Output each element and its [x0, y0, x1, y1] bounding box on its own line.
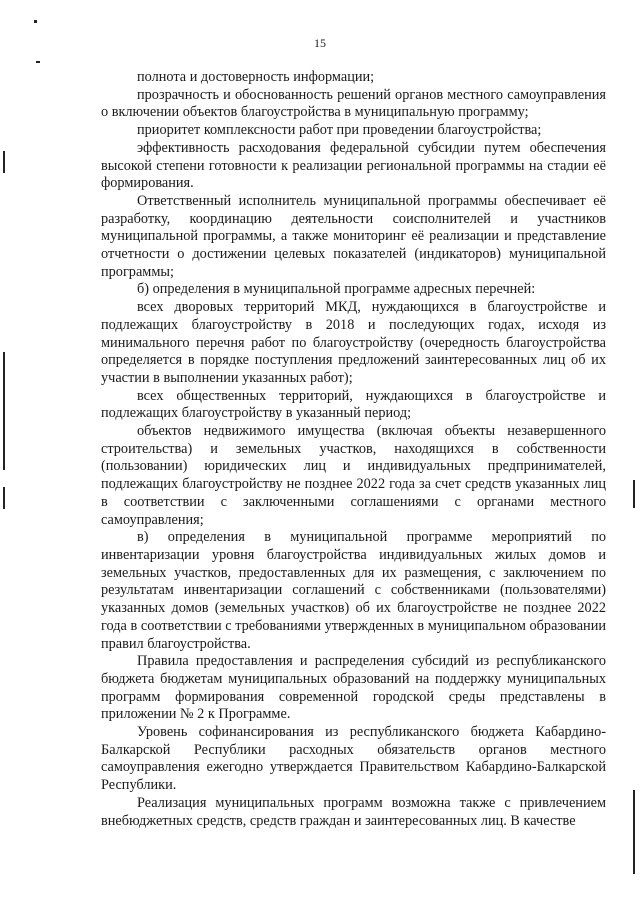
paragraph: полнота и достоверность информации;	[137, 69, 375, 85]
scan-mark-bar-right-2	[633, 790, 635, 874]
paragraph: эффективность расходования федеральной субсидии путем обеспечения высокой степени готовности к реализации региональной программы на стадии её формирования.	[101, 139, 606, 192]
paragraph: прозрачность и обоснованность решений органов местного самоуправления о включении объектов благоустройства в муниципальную программу;	[101, 86, 606, 121]
paragraph: Реализация муниципальных программ возможна также с привлечением внебюджетных средств, средств граждан и заинтересованных лиц. В качестве	[101, 794, 606, 829]
paragraph: всех дворовых территорий МКД, нуждающихся в благоустройстве и подлежащих благоустройству в 2018 и последующих годах, исходя из минимального перечня работ по благоустройству (очередность благоустройства определяется в порядке поступления предложений заинтересованных лиц об их участии в выполнении указанных работ);	[101, 299, 606, 386]
paragraph: Ответственный исполнитель муниципальной программы обеспечивает её разработку, координацию деятельности соисполнителей и участников муниципальной программы, а также мониторинг её реализации и представление отчетности о достижении целевых показателей (индикаторов) муниципальной программы;	[101, 192, 606, 280]
paragraph: всех общественных территорий, нуждающихся в благоустройстве и подлежащих благоустройству в указанный период;	[101, 387, 606, 422]
paragraph: объектов недвижимого имущества (включая объекты незавершенного строительства) и земельных участков, находящихся в собственности (пользовании) юридических лиц и индивидуальных предпринимателей, подлежащих благоустройству не позднее 2022 года за счет средств указанных лиц в соответствии с заключенными соглашениями с органами местного самоуправления;	[101, 423, 606, 528]
scan-mark-bar-left-2	[3, 352, 5, 470]
scan-mark-dot-top	[34, 20, 37, 23]
paragraph: приоритет комплексности работ при проведении благоустройства;	[137, 122, 542, 139]
paragraph: б) определения в муниципальной программе адресных перечней:	[137, 281, 536, 298]
page-number: 15	[314, 36, 326, 50]
paragraph: Уровень софинансирования из республиканского бюджета Кабардино-Балкарской Республики расходных обязательств органов местного самоуправления ежегодно утверждается Правительством Кабардино-Балкарской Республики.	[101, 724, 606, 794]
scan-mark-bar-left-3	[3, 487, 5, 509]
paragraph: в) определения в муниципальной программе мероприятий по инвентаризации уровня благоустройства индивидуальных жилых домов и земельных участков, предоставленных для их размещения, с заключением по результатам инвентаризации соглашений с собственниками (пользователями) указанных домов (земельных участков) об их благоустройстве не позднее 2022 года в соответствии с требованиями утвержденных в муниципальном образовании правил благоустройства.	[101, 529, 606, 652]
scan-mark-dash-left	[36, 61, 40, 63]
document-body	[101, 69, 606, 830]
scan-mark-bar-left-1	[3, 151, 5, 173]
paragraph: Правила предоставления и распределения субсидий из республиканского бюджета бюджетам муниципальных образований на поддержку муниципальных программ формирования современной городской среды представлены в приложении № 2 к Программе.	[101, 653, 606, 723]
scan-mark-bar-right-1	[633, 480, 635, 508]
